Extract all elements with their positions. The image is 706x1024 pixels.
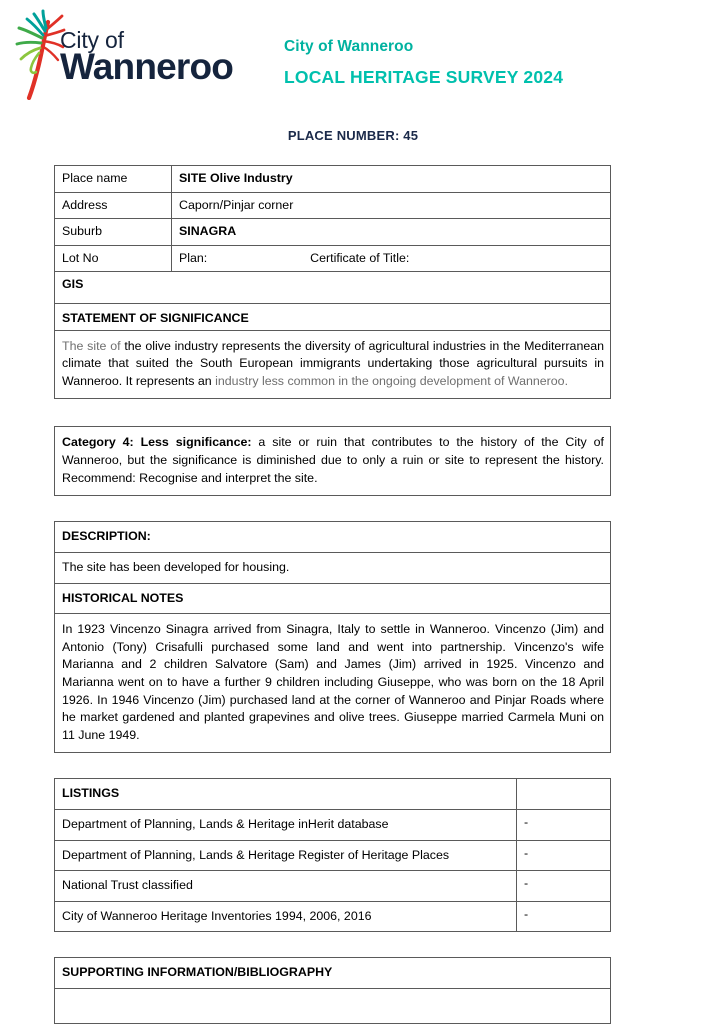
table-row (55, 614, 611, 753)
suburb-value: SINAGRA (172, 219, 611, 246)
listing-value-register: - (517, 840, 611, 871)
page-title: LOCAL HERITAGE SURVEY 2024 (284, 67, 564, 87)
table-row (55, 166, 611, 193)
place-name-value: SITE Olive Industry (172, 166, 611, 193)
category-statement (55, 427, 611, 496)
table-row (55, 304, 611, 331)
plan-label: Plan: (179, 250, 208, 265)
lot-no-value (172, 245, 611, 272)
header-subtitle: City of Wanneroo (284, 38, 414, 55)
table-row (55, 330, 611, 399)
historical-notes-text: In 1923 Vincenzo Sinagra arrived from Sinagra, Italy to settle in Wanneroo. Vincenzo (Jim) and Antonio (Tony) Crisafulli purchased some land and went into partnership. Vincenzo's wife Marianna and 2 children Salvatore (Sam) and James (Jim) arrived in 1925. Vincenzo and Marianna went on to have a further 9 children including Giuseppe, who was born on the 18 April 1926. In 1946 Vincenzo (Jim) purchased land at the corner of Wanneroo and Pinjar Roads where he market gardened and planted grapevines and olive trees. Giuseppe married Carmela Muni on 11 June 1949. (55, 614, 611, 753)
table-row (55, 219, 611, 246)
listing-name-register: Department of Planning, Lands & Heritage Register of Heritage Places (55, 840, 517, 871)
listing-name-national-trust: National Trust classified (55, 871, 517, 902)
significance-text-part3: industry less common in the ongoing development of Wanneroo. (215, 373, 569, 388)
suburb-label: Suburb (55, 219, 172, 246)
table-row (55, 810, 611, 841)
city-of-wanneroo-logo (8, 8, 238, 100)
table-row (55, 192, 611, 219)
listing-value-inherit: - (517, 810, 611, 841)
listing-name-inherit: Department of Planning, Lands & Heritage inHerit database (55, 810, 517, 841)
table-row (55, 427, 611, 496)
description-text: The site has been developed for housing. (55, 552, 611, 583)
logo-wanneroo-text: Wanneroo (60, 45, 234, 87)
table-row (55, 552, 611, 583)
table-row (55, 779, 611, 810)
supporting-information-table (54, 957, 611, 1024)
place-details-table (54, 165, 611, 399)
gis-label: GIS (55, 272, 611, 304)
table-row (55, 871, 611, 902)
category-table (54, 426, 611, 496)
document-body (0, 143, 706, 1024)
place-name-label: Place name (55, 166, 172, 193)
place-number: PLACE NUMBER: 45 (287, 128, 419, 143)
listings-heading-value (517, 779, 611, 810)
listings-heading: LISTINGS (55, 779, 517, 810)
listing-name-inventories: City of Wanneroo Heritage Inventories 1994, 2006, 2016 (55, 901, 517, 932)
supporting-information-body (55, 989, 611, 1024)
table-row (55, 989, 611, 1024)
significance-text-part1: The site of (62, 338, 121, 353)
table-row (55, 272, 611, 304)
statement-of-significance-heading: STATEMENT OF SIGNIFICANCE (55, 304, 611, 331)
header-title-block (284, 38, 563, 88)
historical-notes-heading: HISTORICAL NOTES (55, 583, 611, 614)
category-label: Category 4: Less significance: (62, 435, 252, 450)
statement-of-significance-text (55, 330, 611, 399)
supporting-information-heading: SUPPORTING INFORMATION/BIBLIOGRAPHY (55, 958, 611, 989)
table-row (55, 840, 611, 871)
significance-text-part2: the olive industry represents the diversity of agricultural industries in the Mediterranean climate that suited the South European immigrants undertaking those agricultural pursuits in Wanneroo. It represents an (62, 338, 605, 388)
description-heading: DESCRIPTION: (55, 522, 611, 553)
table-row (55, 522, 611, 553)
certificate-of-title-label: Certificate of Title: (310, 250, 410, 265)
document-header (0, 0, 706, 108)
address-value: Caporn/Pinjar corner (172, 192, 611, 219)
description-table (54, 521, 611, 753)
lot-no-label: Lot No (55, 245, 172, 272)
listing-value-inventories: - (517, 901, 611, 932)
table-row (55, 583, 611, 614)
category-text: a site or ruin that contributes to the history of the City of Wanneroo, but the significance is diminished due to only a ruin or site to represent the history. Recommend: Recognise and interpret the site. (62, 435, 604, 485)
listing-value-national-trust: - (517, 871, 611, 902)
table-row (55, 901, 611, 932)
logo-city-text: City of (60, 27, 124, 53)
address-label: Address (55, 192, 172, 219)
table-row (55, 958, 611, 989)
listings-table (54, 778, 611, 932)
table-row (55, 245, 611, 272)
